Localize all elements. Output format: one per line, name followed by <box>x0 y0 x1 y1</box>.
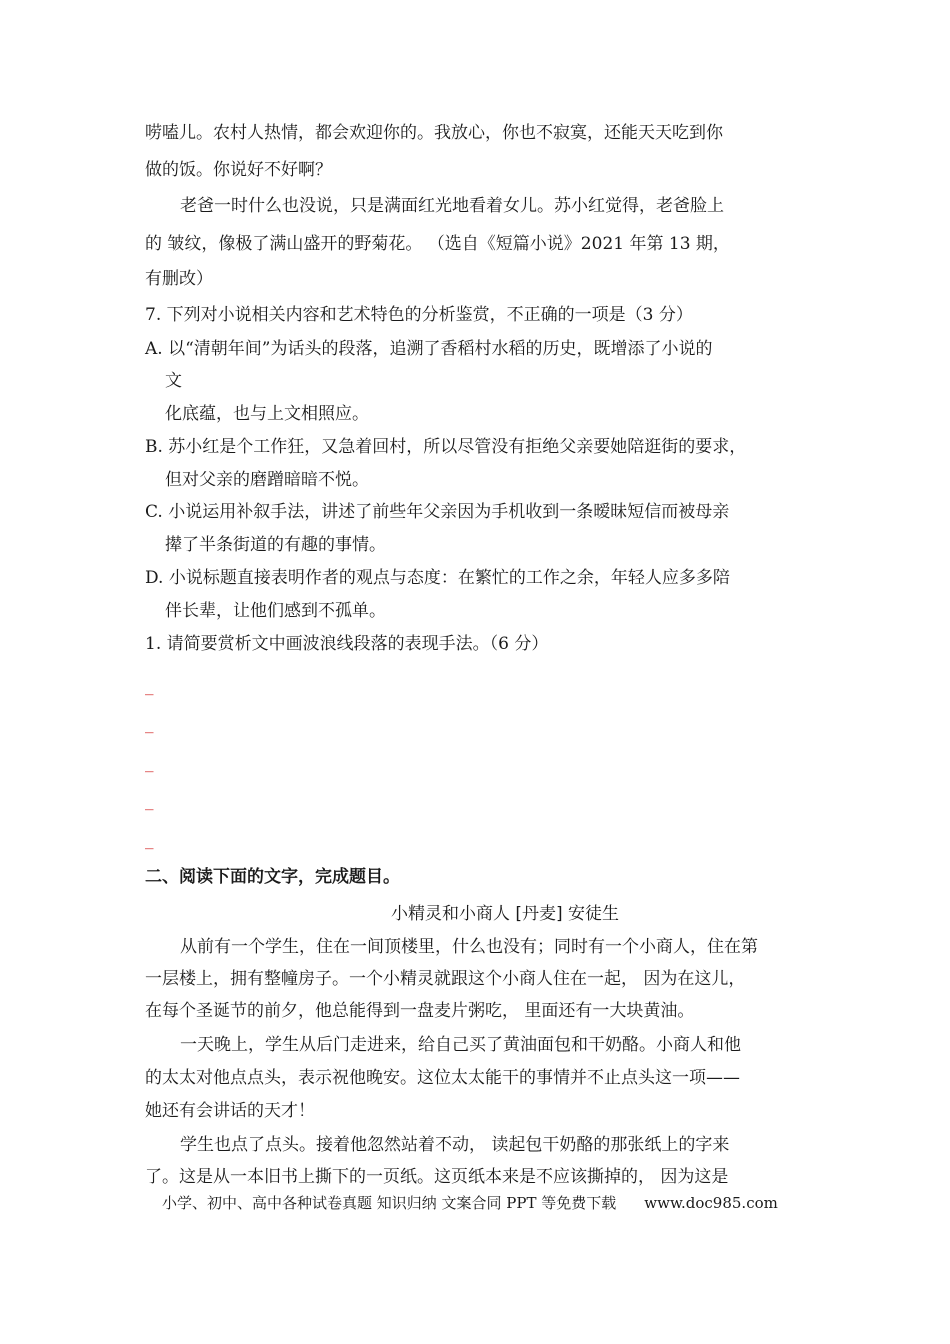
option-b-cont: 但对父亲的磨蹭暗暗不悦。 <box>165 470 369 490</box>
option-b: B. 苏小红是个工作狂，又急着回村，所以尽管没有拒绝父亲要她陪逛街的要求， <box>145 437 747 457</box>
story-title: 小精灵和小商人 [丹麦] 安徒生 <box>390 904 620 924</box>
page-footer <box>162 1192 778 1213</box>
answer-blank[interactable]: _ <box>145 830 154 850</box>
question-1-stem: 1. 请简要赏析文中画波浪线段落的表现手法。（6 分） <box>145 634 549 654</box>
story-line: 一层楼上，拥有整幢房子。一个小精灵就跟这个小商人住在一起， 因为在这儿， <box>145 969 746 989</box>
story-line: 学生也点了点头。接着他忽然站着不动， 读起包干奶酪的那张纸上的字来 <box>180 1135 730 1155</box>
story-line: 的太太对他点点头，表示祝他晚安。这位太太能干的事情并不止点头这一项—— <box>145 1068 740 1088</box>
answer-blank[interactable]: _ <box>145 753 154 773</box>
passage-line: 唠嗑儿。农村人热情，都会欢迎你的。我放心，你也不寂寞，还能天天吃到你 <box>145 123 723 143</box>
passage-line: 的 皱纹，像极了满山盛开的野菊花。 （选自《短篇小说》2021 年第 13 期， <box>145 234 730 254</box>
footer-url[interactable]: www.doc985.com <box>644 1194 778 1212</box>
option-a-cont: 文 <box>165 371 182 391</box>
answer-blank[interactable]: _ <box>145 676 154 696</box>
option-a: A. 以“清朝年间”为话头的段落，追溯了香稻村水稻的历史，既增添了小说的 <box>145 339 713 359</box>
passage-line: 有删改） <box>145 269 213 289</box>
section-heading: 二、阅读下面的文字，完成题目。 <box>145 867 400 887</box>
passage-line: 老爸一时什么也没说，只是满面红光地看着女儿。苏小红觉得，老爸脸上 <box>180 196 724 216</box>
footer-text: 小学、初中、高中各种试卷真题 知识归纳 文案合同 PPT 等免费下载 <box>162 1194 617 1212</box>
answer-blank[interactable]: _ <box>145 714 154 734</box>
answer-blank[interactable]: _ <box>145 791 154 811</box>
option-c-cont: 撵了半条街道的有趣的事情。 <box>165 535 386 555</box>
option-d-cont: 伴长辈，让他们感到不孤单。 <box>165 601 386 621</box>
question-7-stem: 7. 下列对小说相关内容和艺术特色的分析鉴赏，不正确的一项是（3 分） <box>145 305 693 325</box>
story-line: 从前有一个学生，住在一间顶楼里，什么也没有；同时有一个小商人，住在第 <box>180 937 758 957</box>
option-a-cont: 化底蕴，也与上文相照应。 <box>165 404 369 424</box>
story-line: 一天晚上，学生从后门走进来，给自己买了黄油面包和干奶酪。小商人和他 <box>180 1035 741 1055</box>
story-line: 她还有会讲话的天才！ <box>145 1101 315 1121</box>
story-line: 在每个圣诞节的前夕，他总能得到一盘麦片粥吃， 里面还有一大块黄油。 <box>145 1001 695 1021</box>
passage-line: 做的饭。你说好不好啊？ <box>145 160 332 180</box>
option-d: D. 小说标题直接表明作者的观点与态度：在繁忙的工作之余，年轻人应多多陪 <box>145 568 730 588</box>
option-c: C. 小说运用补叙手法，讲述了前些年父亲因为手机收到一条暧昧短信而被母亲 <box>145 502 730 522</box>
story-line: 了。这是从一本旧书上撕下的一页纸。这页纸本来是不应该撕掉的， 因为这是 <box>145 1167 729 1187</box>
